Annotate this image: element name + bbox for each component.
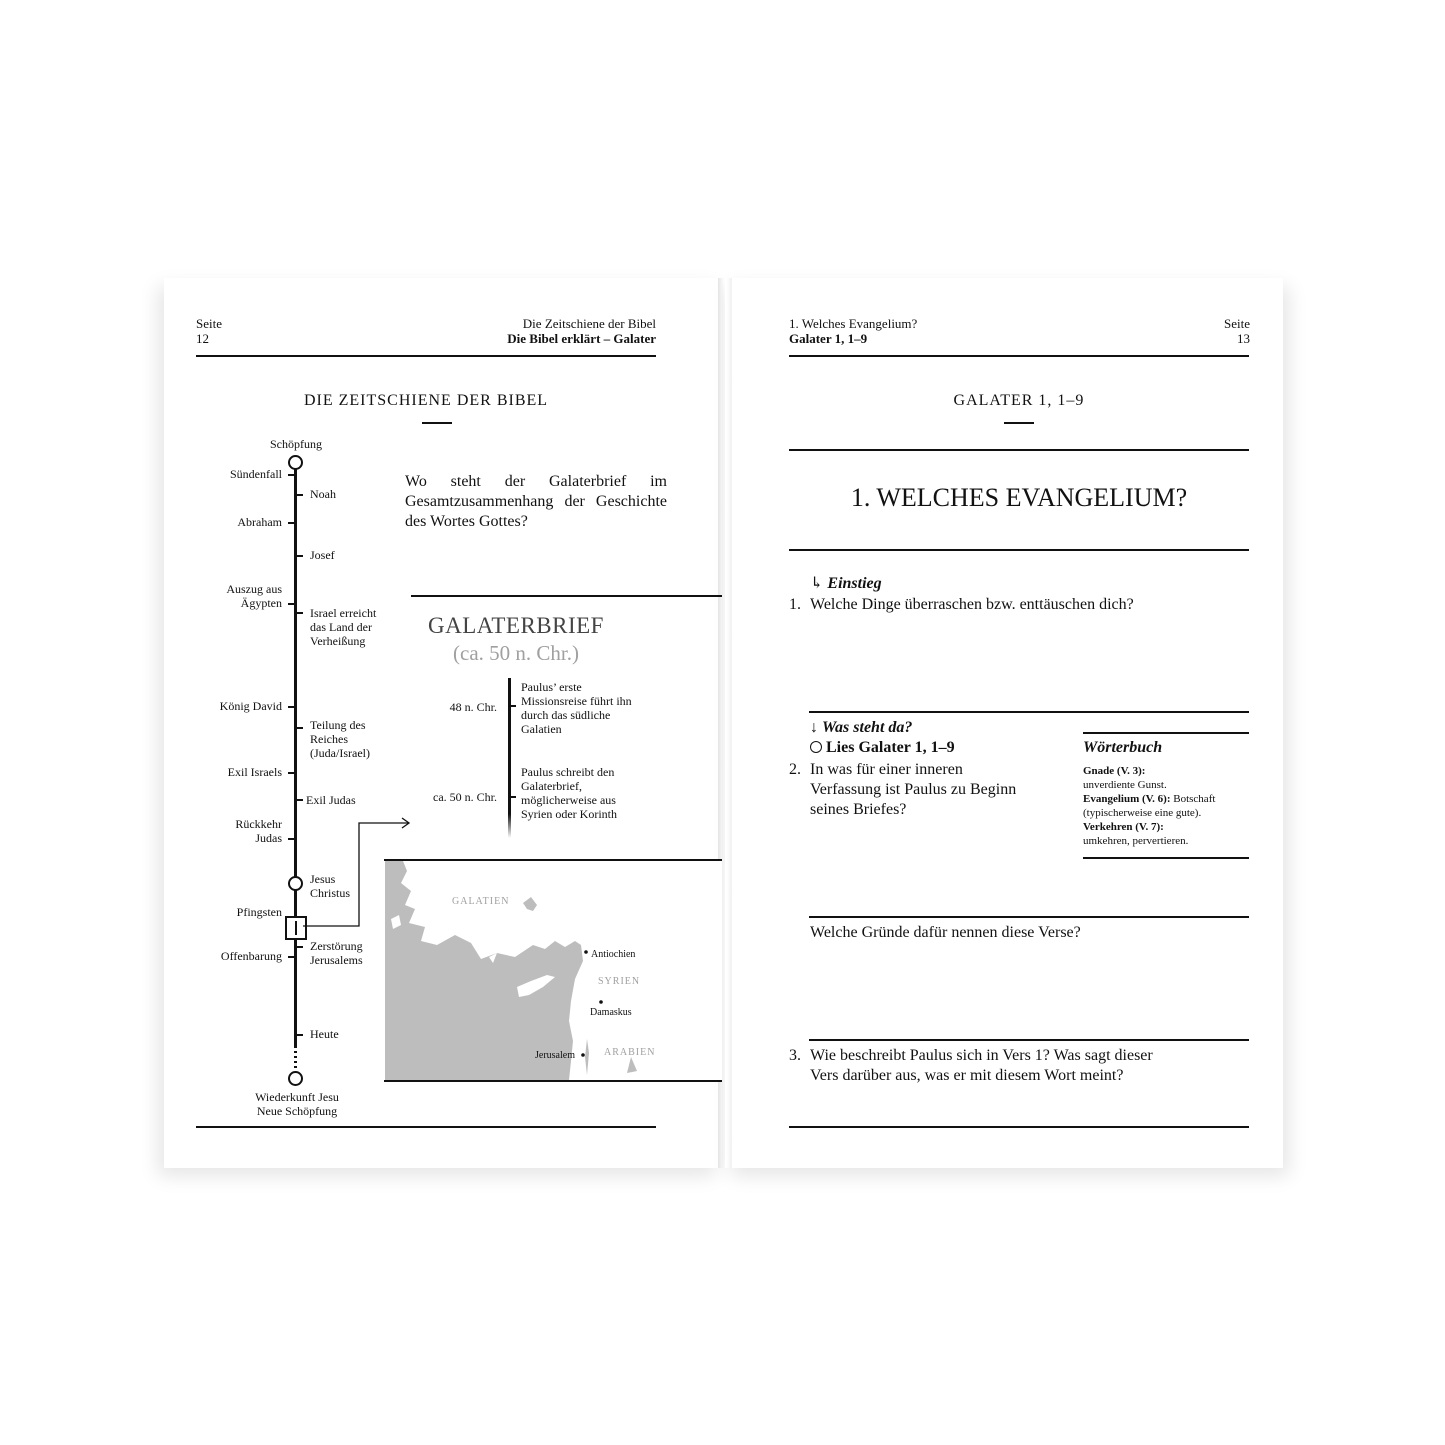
timeline-label-right: Jesus Christus bbox=[310, 872, 351, 900]
tick bbox=[296, 799, 303, 801]
timeline-label-left: König David bbox=[219, 699, 282, 713]
map-label-syrien: SYRIEN bbox=[598, 976, 641, 987]
timeline-label-right: Teilung des Reiches (Juda/Israel) bbox=[310, 718, 370, 760]
map-label-galatien: GALATIEN bbox=[452, 896, 510, 907]
chapter-bottom-rule bbox=[789, 549, 1249, 551]
def-gnade: unverdiente Gunst. bbox=[1083, 779, 1167, 791]
question-number: 3. bbox=[789, 1047, 801, 1064]
timeline-label-right: Josef bbox=[310, 548, 335, 562]
tick bbox=[296, 727, 303, 729]
tick bbox=[510, 796, 516, 798]
galater-date-1: 48 n. Chr. bbox=[449, 700, 497, 714]
timeline-label-right: Exil Judas bbox=[306, 793, 356, 807]
woerterbuch-top-rule bbox=[1083, 732, 1249, 734]
left-header-rule bbox=[196, 355, 656, 357]
title-dash bbox=[1004, 422, 1034, 424]
timeline-label-right: Heute bbox=[310, 1027, 339, 1041]
question-2b: Welche Gründe dafür nennen diese Verse? bbox=[810, 924, 1081, 941]
term-gnade: Gnade (V. 3): bbox=[1083, 765, 1146, 777]
turn-right-arrow-icon: ↳ bbox=[810, 575, 824, 592]
map-city-jerusalem: Jerusalem bbox=[535, 1050, 575, 1061]
galaterbrief-subtitle: (ca. 50 n. Chr.) bbox=[453, 641, 579, 665]
woerterbuch-title: Wörterbuch bbox=[1083, 739, 1163, 756]
chapter-title: 1. WELCHES EVANGELIUM? bbox=[850, 483, 1188, 512]
tick bbox=[288, 956, 295, 958]
map-city-antiochien: Antiochien bbox=[591, 949, 636, 960]
galater-timeline-line bbox=[508, 678, 511, 838]
left-page-label: Seite bbox=[196, 316, 222, 331]
down-arrow-icon: ↓ bbox=[810, 719, 818, 736]
right-page-title: GALATER 1, 1–9 bbox=[953, 392, 1085, 409]
left-page-number: 12 bbox=[196, 331, 209, 346]
title-dash bbox=[422, 422, 452, 424]
term-evangelium: Evangelium (V. 6): bbox=[1083, 793, 1171, 805]
timeline-label-right: Israel erreicht das Land der Verheißung bbox=[310, 606, 377, 648]
tick bbox=[288, 772, 295, 774]
question-3-line-1: Wie beschreibt Paulus sich in Vers 1? Was sagt dieser bbox=[810, 1047, 1153, 1064]
timeline-label-left: Auszug aus Ägypten bbox=[226, 582, 282, 610]
right-header-rule bbox=[789, 355, 1249, 357]
question-3-line-2: Vers darüber aus, was er mit diesem Wort meint? bbox=[810, 1067, 1124, 1084]
left-running-subtitle: Die Bibel erklärt – Galater bbox=[507, 331, 656, 346]
section-rule bbox=[809, 916, 1249, 918]
tick bbox=[510, 705, 516, 707]
tick bbox=[288, 603, 295, 605]
timeline-dotted-end bbox=[294, 1046, 297, 1070]
left-page-title: DIE ZEITSCHIENE DER BIBEL bbox=[303, 392, 549, 409]
galater-event-1: Paulus’ erste Missionsreise führt ihn durch das südliche Galatien bbox=[521, 680, 632, 736]
read-instruction-text: Lies Galater 1, 1–9 bbox=[826, 739, 955, 756]
read-instruction bbox=[810, 738, 955, 758]
checkbox-circle-icon[interactable] bbox=[810, 741, 822, 753]
right-footer-rule bbox=[789, 1126, 1249, 1128]
right-running-subtitle: Galater 1, 1–9 bbox=[789, 331, 868, 346]
was-steht-da-heading bbox=[810, 718, 912, 738]
tick bbox=[296, 612, 303, 614]
right-page-number: 13 bbox=[1237, 331, 1250, 346]
def-verkehren: umkehren, pervertieren. bbox=[1083, 835, 1189, 847]
woerterbuch-bottom-rule bbox=[1083, 857, 1249, 859]
einstieg-label: Einstieg bbox=[827, 575, 882, 592]
term-verkehren: Verkehren (V. 7): bbox=[1083, 821, 1164, 833]
timeline-label-right: Zerstörung Jerusalems bbox=[310, 939, 363, 967]
timeline-label-left: Abraham bbox=[237, 515, 282, 529]
question-number: 1. bbox=[789, 596, 801, 613]
woerterbuch-entries bbox=[1083, 764, 1251, 848]
galater-date-2: ca. 50 n. Chr. bbox=[433, 790, 497, 804]
right-running-title: 1. Welches Evangelium? bbox=[789, 316, 918, 331]
timeline-end-label: Wiederkunft Jesu Neue Schöpfung bbox=[255, 1090, 339, 1118]
section-rule bbox=[809, 1039, 1249, 1041]
einstieg-heading bbox=[810, 574, 882, 594]
tick bbox=[296, 494, 303, 496]
question-rule bbox=[411, 595, 722, 597]
timeline-label-left: Offenbarung bbox=[220, 949, 282, 963]
map-bottom-rule bbox=[384, 1080, 722, 1082]
def-evangelium: Botschaft (typischerweise eine gute). bbox=[1083, 793, 1216, 819]
right-page-label: Seite bbox=[1224, 316, 1250, 331]
timeline-label-left: Rückkehr Judas bbox=[235, 817, 282, 845]
timeline-label-left: Sündenfall bbox=[230, 467, 282, 481]
section-rule bbox=[809, 711, 1249, 713]
map-city-damaskus: Damaskus bbox=[590, 1007, 632, 1018]
timeline-label-left: Exil Israels bbox=[227, 765, 282, 779]
question-1: Welche Dinge überraschen bzw. enttäuschen dich? bbox=[810, 596, 1134, 613]
tick bbox=[288, 522, 295, 524]
tick bbox=[288, 838, 295, 840]
right-page bbox=[725, 278, 1283, 1168]
chapter-top-rule bbox=[789, 449, 1249, 451]
creation-circle bbox=[288, 455, 303, 470]
tick bbox=[288, 474, 295, 476]
galater-event-2: Paulus schreibt den Galaterbrief, möglicherweise aus Syrien oder Korinth bbox=[521, 765, 617, 821]
tick bbox=[296, 946, 303, 948]
map-label-arabien: ARABIEN bbox=[604, 1047, 656, 1058]
tick bbox=[296, 1034, 303, 1036]
tick bbox=[288, 706, 295, 708]
timeline-label-right: Noah bbox=[310, 487, 336, 501]
question-2: In was für einer inneren Verfassung ist Paulus zu Beginn seines Briefes? bbox=[810, 761, 1017, 818]
was-steht-da-label: Was steht da? bbox=[822, 719, 913, 736]
question-number: 2. bbox=[789, 761, 801, 778]
end-circle bbox=[288, 1071, 303, 1086]
tick bbox=[296, 555, 303, 557]
left-running-title: Die Zeitschiene der Bibel bbox=[522, 316, 656, 331]
left-footer-rule bbox=[196, 1126, 656, 1128]
timeline-start-label: Schöpfung bbox=[270, 437, 322, 451]
timeline-question: Wo steht der Galaterbrief im Gesamtzusammenhang der Geschichte des Wortes Gottes? bbox=[405, 473, 667, 530]
map-image bbox=[385, 861, 722, 1080]
galaterbrief-title: GALATERBRIEF bbox=[428, 613, 604, 638]
timeline-label-left: Pfingsten bbox=[236, 905, 282, 919]
